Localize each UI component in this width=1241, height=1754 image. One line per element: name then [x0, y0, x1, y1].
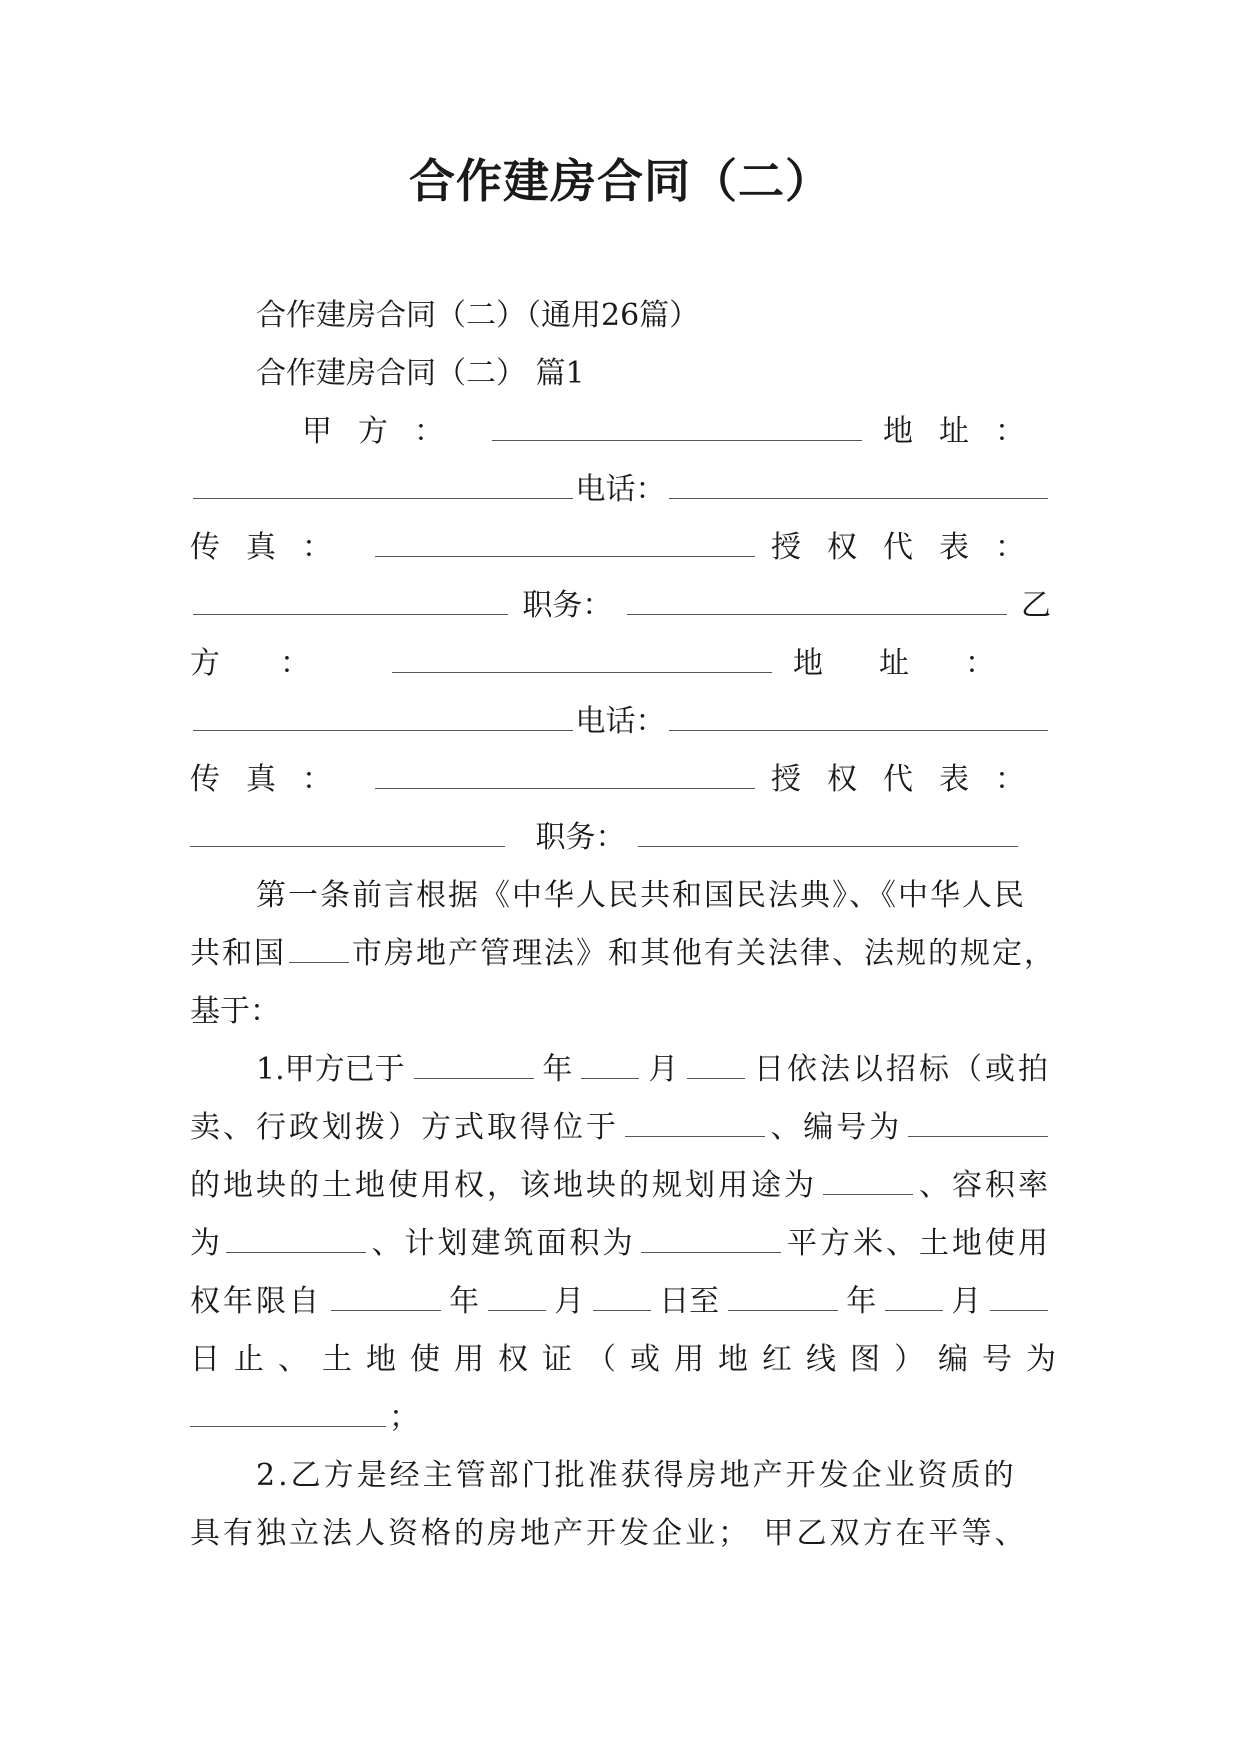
party-b-phone-blank [669, 710, 1049, 731]
item-1-text: 月 [648, 1052, 679, 1087]
party-a-label: 甲方： [302, 414, 470, 449]
item-1-line-7 [190, 1389, 1051, 1447]
party-b-name-row [190, 635, 1051, 693]
item-1-text: 卖、行政划拨）方式取得位于 [190, 1110, 619, 1145]
party-a-address-blank [193, 478, 573, 499]
item-1-text: 、计划建筑面积为 [371, 1226, 636, 1261]
party-a-phone-blank [669, 478, 1049, 499]
date-day-blank [687, 1058, 745, 1079]
date-year-blank [414, 1058, 534, 1079]
party-b-address-row [190, 693, 1051, 751]
section-heading: 合作建房合同（二） 篇1 [256, 356, 585, 391]
item-1-line-3 [190, 1157, 1051, 1215]
article-1-line-2 [190, 925, 1056, 983]
party-b-position-blank [638, 826, 1018, 847]
item-1-text: 年 [542, 1052, 573, 1087]
article-1-text: 共和国 [190, 936, 286, 971]
party-b-address-blank [193, 710, 573, 731]
party-a-fax-row [190, 519, 1051, 577]
document-subtitle: 合作建房合同（二）（通用26篇） [256, 298, 700, 333]
party-a-fax-label: 传真： [190, 530, 358, 565]
party-a-name-row [190, 403, 1051, 461]
article-1-line-1: 第一条前言根据《中华人民共和国民法典》、《中华人民 [256, 878, 1026, 913]
item-1-text: ； [389, 1400, 419, 1435]
party-b-label-start: 乙 [1020, 588, 1051, 623]
party-b-fax-label: 传真： [190, 762, 358, 797]
party-a-address-row [190, 461, 1051, 519]
item-2-line-2: 具有独立法人资格的房地产开发企业； 甲乙双方在平等、 [190, 1516, 1028, 1551]
item-1-line-4 [190, 1215, 1051, 1273]
party-a-fax-blank [375, 536, 755, 557]
term-end-month-blank [885, 1290, 943, 1311]
party-a-name-blank [492, 420, 862, 441]
item-1-line-1 [190, 1041, 1051, 1099]
article-1-line-3: 基于： [190, 994, 280, 1029]
term-end-year-blank [728, 1290, 838, 1311]
party-b-rep-blank [190, 826, 505, 847]
party-b-name-blank [392, 652, 772, 673]
party-b-label-rest: 方： [190, 646, 370, 681]
article-1-text: 市房地产管理法》和其他有关法律、法规的规定， [352, 936, 1056, 971]
item-2-line-1: 2.乙方是经主管部门批准获得房地产开发企业资质的 [256, 1458, 1017, 1493]
document-title: 合作建房合同（二） [409, 154, 832, 208]
item-1-text: 年 [846, 1284, 877, 1319]
plot-ratio-blank [226, 1232, 366, 1253]
item-1-line-5 [190, 1273, 1051, 1331]
item-1-text: 、编号为 [770, 1110, 903, 1145]
term-end-day-blank [990, 1290, 1048, 1311]
item-1-text: 的地块的土地使用权，该地块的规划用途为 [190, 1168, 817, 1203]
item-1-text: 日至 [659, 1284, 720, 1319]
party-a-rep-blank [193, 594, 508, 615]
location-blank [625, 1116, 765, 1137]
item-1-text: 权年限自 [190, 1284, 322, 1319]
term-start-month-blank [488, 1290, 546, 1311]
party-b-fax-row [190, 751, 1051, 809]
number-blank [908, 1116, 1048, 1137]
party-b-rep-row [190, 809, 1051, 867]
party-b-fax-blank [375, 768, 755, 789]
party-a-position-label: 职务： [522, 588, 613, 623]
usage-blank [823, 1174, 913, 1195]
item-1-text: 为 [190, 1226, 220, 1261]
item-1-text: 1.甲方已于 [256, 1052, 405, 1087]
item-1-line-2 [190, 1099, 1051, 1157]
party-b-phone-label: 电话： [575, 704, 666, 739]
party-a-position-blank [627, 594, 1007, 615]
party-a-phone-label: 电话： [575, 472, 666, 507]
item-1-text: 、容积率 [919, 1168, 1051, 1203]
party-a-address-label: 地址： [883, 414, 1051, 449]
city-blank [289, 942, 349, 963]
area-blank [641, 1232, 781, 1253]
item-1-text: 月 [554, 1284, 585, 1319]
item-1-line-6: 日止、土地使用权证（或用地红线图）编号为 [190, 1342, 1070, 1377]
party-a-rep-row [190, 577, 1051, 635]
term-start-year-blank [331, 1290, 441, 1311]
certificate-number-blank [190, 1406, 386, 1427]
party-b-rep-label: 授权代表： [771, 762, 1051, 797]
party-b-address-label: 地址： [793, 646, 1051, 681]
party-a-rep-label: 授权代表： [771, 530, 1051, 565]
item-1-text: 日依法以招标（或拍 [753, 1052, 1051, 1087]
party-b-position-label: 职务： [535, 820, 626, 855]
item-1-text: 年 [449, 1284, 480, 1319]
item-1-text: 月 [951, 1284, 982, 1319]
term-start-day-blank [593, 1290, 651, 1311]
date-month-blank [581, 1058, 639, 1079]
item-1-text: 平方米、土地使用 [787, 1226, 1051, 1261]
